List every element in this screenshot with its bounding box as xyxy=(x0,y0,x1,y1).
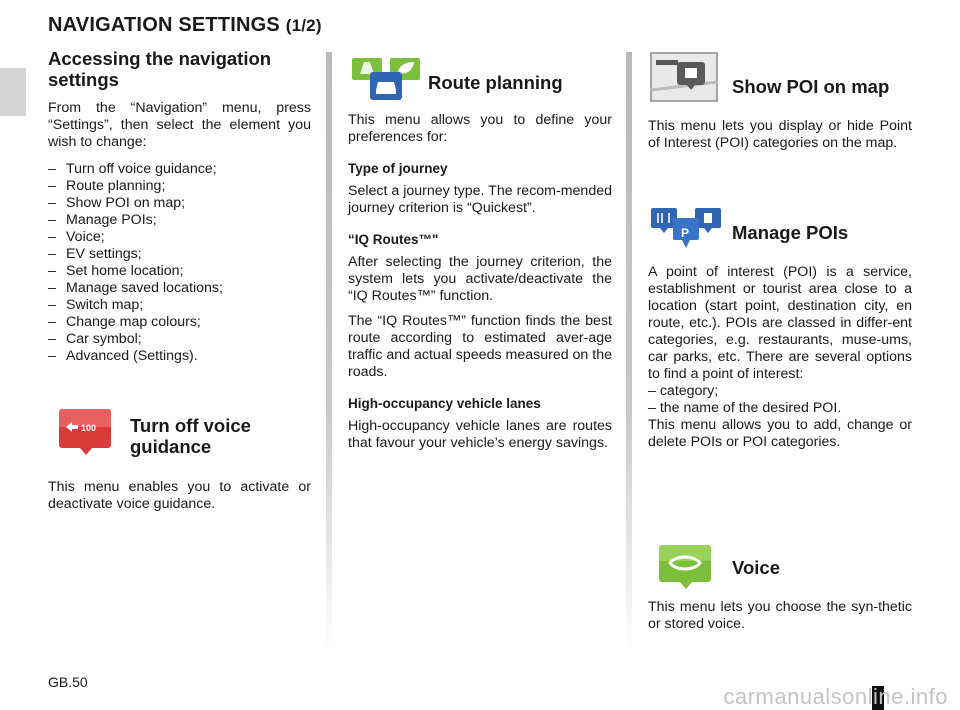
chapter-tab xyxy=(0,68,26,116)
section-title-show-poi: Show POI on map xyxy=(732,76,890,97)
list-item: – Manage POIs; xyxy=(48,212,311,229)
section-header-voice xyxy=(648,543,912,599)
manage-poi-body: A point of interest (POI) is a service, establishment or tourist area close to a location (start point, destination city, en route, etc.). POIs are classed in differ-ent categories, e.g. restaurants, muse-ums, car parks, etc. There are several options to find a point of interest: xyxy=(648,264,912,382)
manage-poi-body-2: This menu allows you to add, change or delete POIs or POI categories. xyxy=(648,417,912,450)
hov-lanes-body: High-occupancy vehicle lanes are routes that favour your vehicle’s energy savings. xyxy=(348,418,612,451)
page-title-text: NAVIGATION SETTINGS xyxy=(48,14,280,36)
subheading-hov-lanes: High-occupancy vehicle lanes xyxy=(348,396,541,411)
section-title-voice: Voice xyxy=(732,557,780,578)
type-of-journey-body: Select a journey type. The recom-mended journey criterion is “Quickest”. xyxy=(348,183,612,216)
iq-routes-body-2: The “IQ Routes™” function finds the best route according to estimated aver-age traffic and actual speeds measured on the roads. xyxy=(348,313,612,380)
voice-body: This menu lets you choose the syn-thetic or stored voice. xyxy=(648,599,912,632)
svg-text:P: P xyxy=(681,226,690,240)
page-number: GB.50 xyxy=(48,674,88,690)
voice-off-icon xyxy=(58,407,112,462)
column-accessing-settings xyxy=(48,48,311,521)
iq-routes-body-1: After selecting the journey criterion, the system lets you activate/deactivate the “IQ Routes™” function. xyxy=(348,254,612,304)
list-item: – Voice; xyxy=(48,229,311,246)
list-item: – Manage saved locations; xyxy=(48,280,311,297)
page-part: (1/2) xyxy=(285,16,322,35)
route-planning-icon xyxy=(350,54,424,107)
column-poi-voice xyxy=(648,52,912,641)
list-item: – Change map colours; xyxy=(48,314,311,331)
column-divider xyxy=(626,52,632,652)
section-title-route-planning: Route planning xyxy=(428,72,563,93)
settings-list xyxy=(48,161,311,365)
page-title xyxy=(48,14,322,37)
list-item: – Set home location; xyxy=(48,263,311,280)
watermark: carmanualsonline.info xyxy=(723,684,948,709)
accessing-intro: From the “Navigation” menu, press “Settings”, then select the element you wish to change: xyxy=(48,100,311,150)
voice-off-icon-label: 100 xyxy=(81,423,97,433)
poi-option-item: – category; xyxy=(648,383,719,399)
list-item: – Car symbol; xyxy=(48,331,311,348)
column-divider xyxy=(326,52,332,652)
list-item: – Advanced (Settings). xyxy=(48,348,311,365)
show-poi-body: This menu lets you display or hide Point of Interest (POI) categories on the map. xyxy=(648,118,912,151)
section-header-show-poi xyxy=(648,52,912,112)
route-intro: This menu allows you to define your preferences for: xyxy=(348,112,612,145)
poi-option-item: – the name of the desired POI. xyxy=(648,400,842,416)
list-item: – Route planning; xyxy=(48,178,311,195)
section-heading-accessing: Accessing the navigation settings xyxy=(48,48,272,90)
list-item: – Turn off voice guidance; xyxy=(48,161,311,178)
section-title-voice-off: Turn off voice guidance xyxy=(130,415,251,457)
list-item: – Show POI on map; xyxy=(48,195,311,212)
section-header-voice-off xyxy=(48,405,311,479)
list-item: – EV settings; xyxy=(48,246,311,263)
list-item: – Switch map; xyxy=(48,297,311,314)
manage-poi-icon xyxy=(650,206,722,257)
subheading-type-of-journey: Type of journey xyxy=(348,161,448,176)
show-poi-icon xyxy=(650,52,718,107)
voice-off-body: This menu enables you to activate or deactivate voice guidance. xyxy=(48,479,311,512)
section-header-manage-poi xyxy=(648,206,912,264)
section-title-manage-poi: Manage POIs xyxy=(732,222,849,243)
column-route-planning xyxy=(348,52,612,460)
voice-icon xyxy=(658,543,712,596)
section-header-route-planning xyxy=(348,52,612,108)
subheading-iq-routes: “IQ Routes™" xyxy=(348,232,439,247)
